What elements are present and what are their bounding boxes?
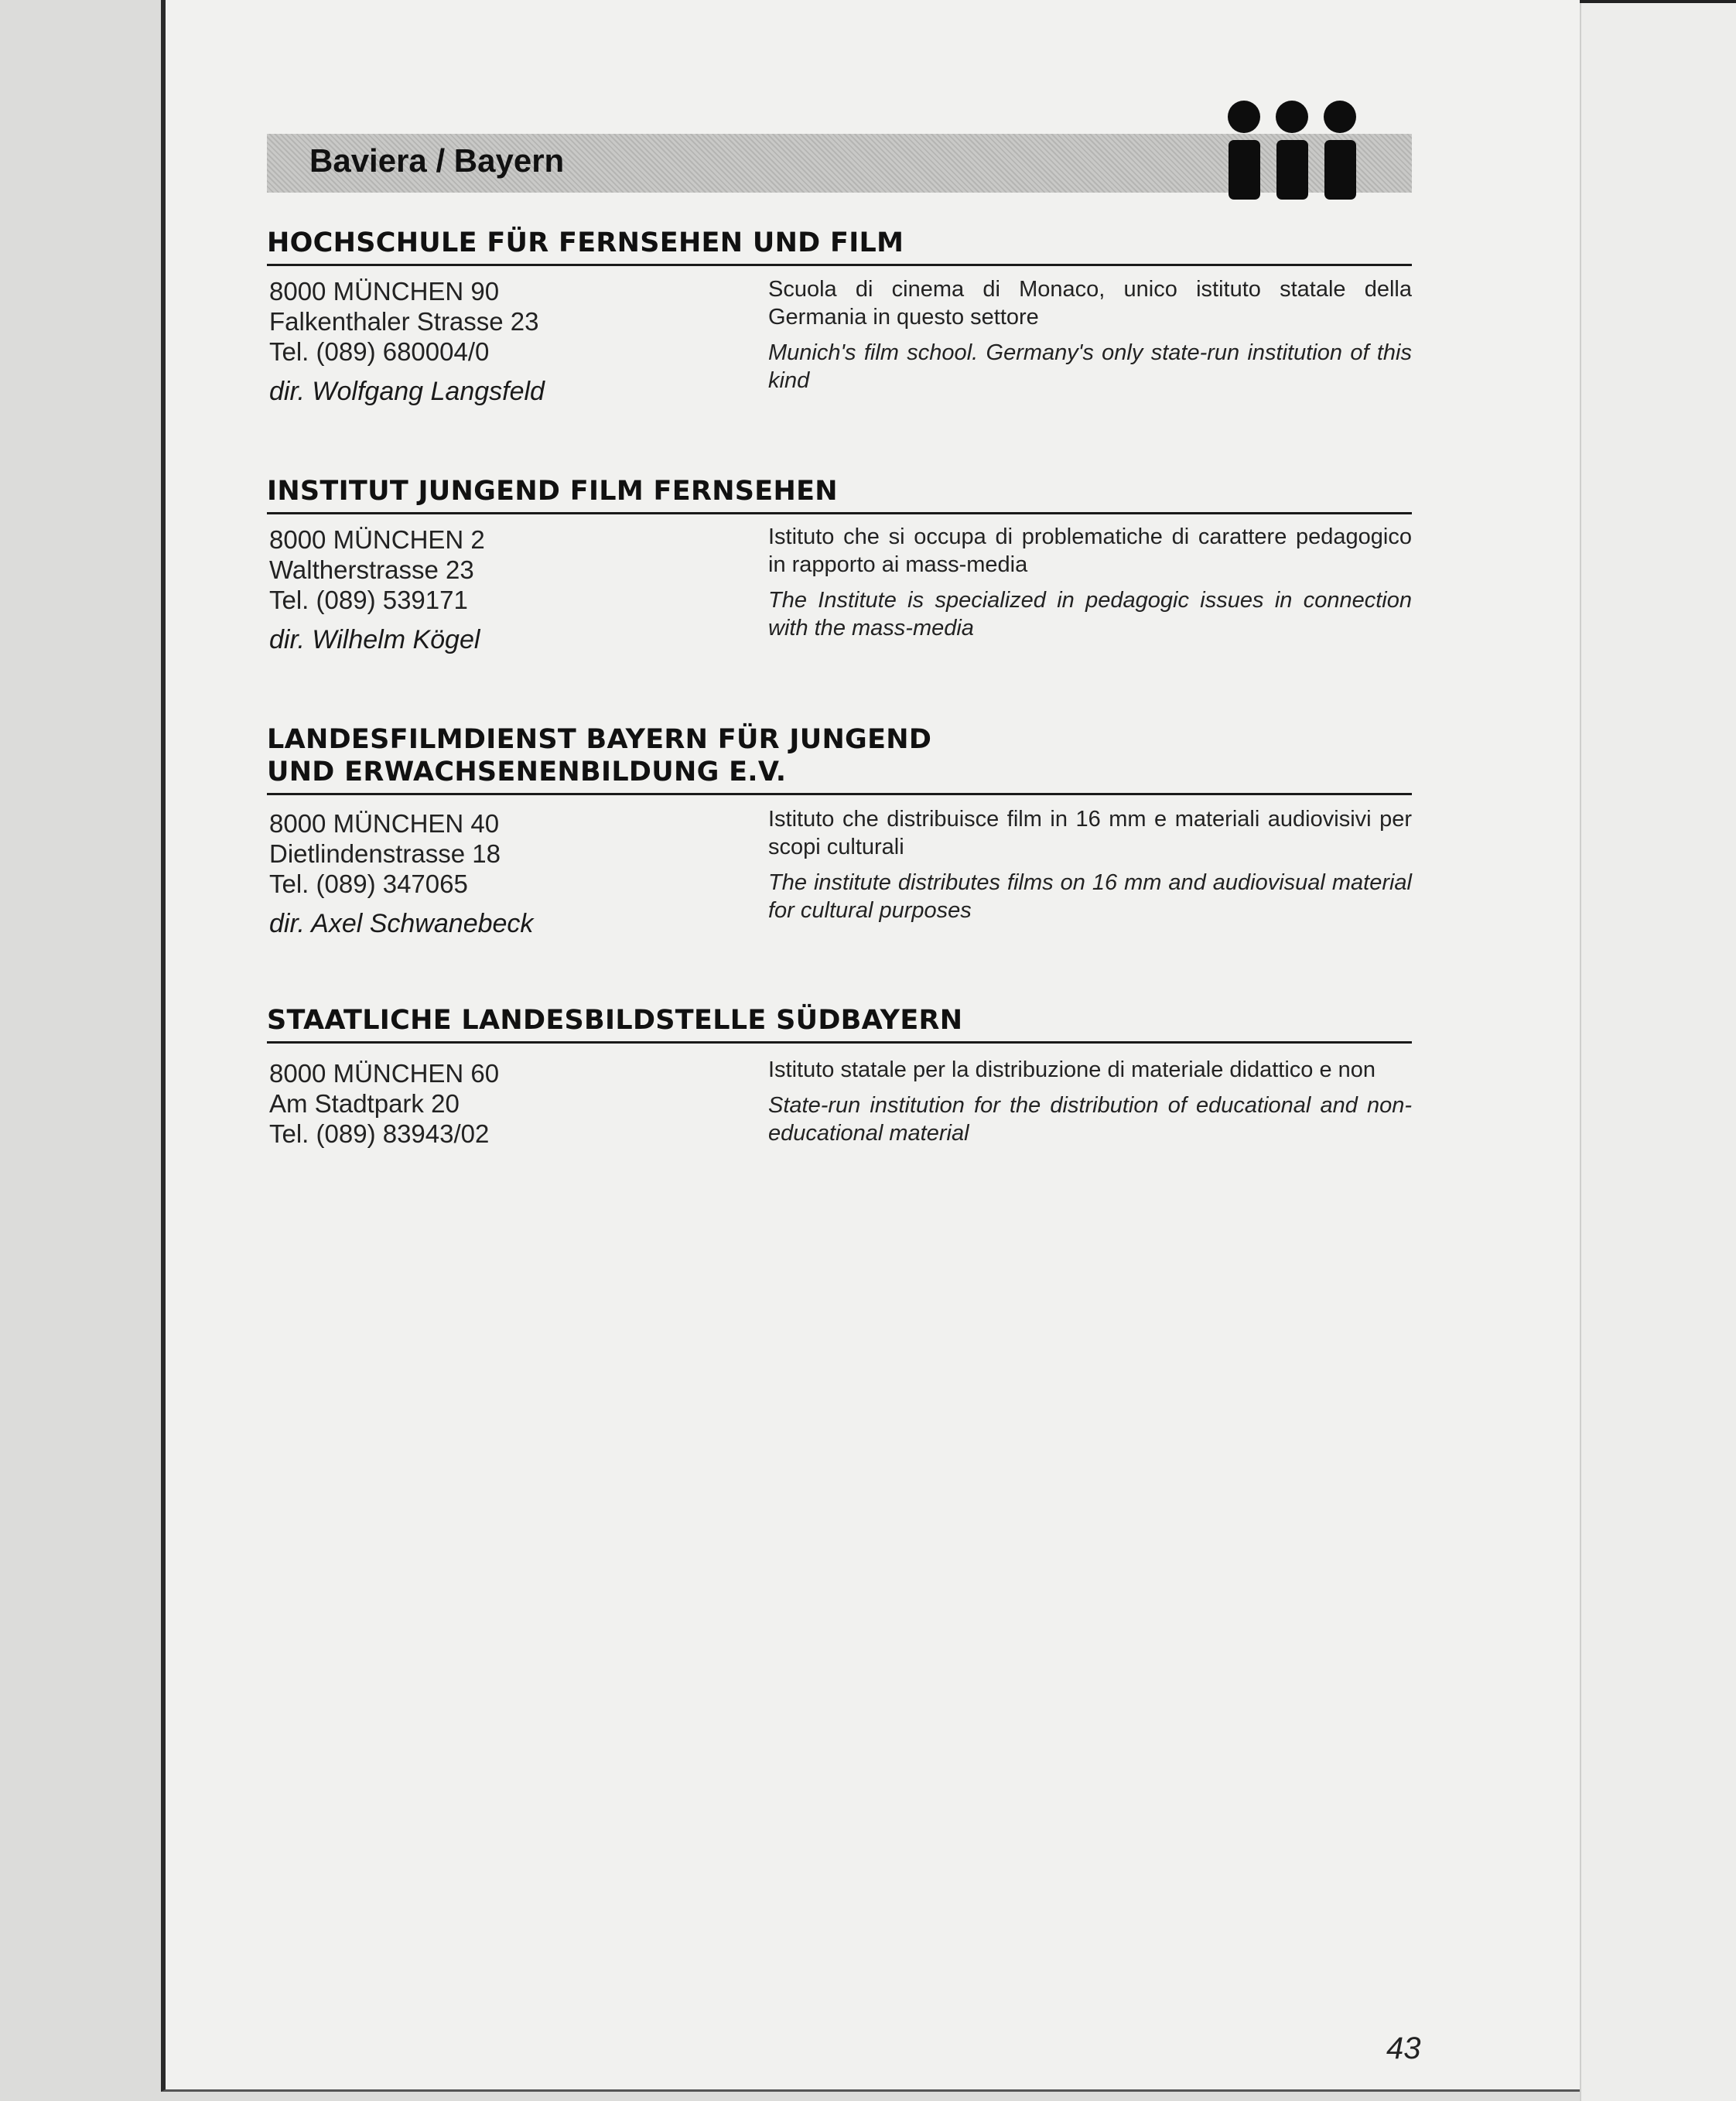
entry-hochschule <box>267 227 1412 406</box>
page-number: 43 <box>1386 2031 1421 2065</box>
address-street: Am Stadtpark 20 <box>269 1089 460 1118</box>
description-english: Munich's film school. Germany's only state-run institution of this kind <box>768 340 1412 393</box>
address-phone: Tel. (089) 680004/0 <box>269 337 490 366</box>
entry-director: dir. Wolfgang Langsfeld <box>269 377 545 406</box>
entry-landesfilmdienst <box>267 723 1412 938</box>
address-city: 8000 MÜNCHEN 60 <box>269 1059 500 1088</box>
description-italian: Istituto statale per la distribuzione di materiale didattico e non <box>768 1057 1376 1082</box>
entry-address-block <box>269 1058 702 1149</box>
description-italian: Istituto che si occupa di problematiche di carattere pedagogico in rapporto ai mass-media <box>768 524 1412 577</box>
entry-description <box>768 805 1412 924</box>
entry-title: STAATLICHE LANDESBILDSTELLE SÜDBAYERN <box>267 1005 963 1036</box>
entry-staatliche-landesbildstelle <box>267 1004 1412 1148</box>
address-phone: Tel. (089) 347065 <box>269 869 468 898</box>
entry-description <box>768 523 1412 642</box>
entry-title: HOCHSCHULE FÜR FERNSEHEN UND FILM <box>267 227 904 258</box>
entry-rule <box>267 264 1412 266</box>
address-street: Dietlindenstrasse 18 <box>269 839 501 868</box>
entry-title-line-2: UND ERWACHSENENBILDUNG E.V. <box>267 757 787 787</box>
entry-rule <box>267 512 1412 514</box>
entry-address-block <box>269 524 702 655</box>
entry-rule <box>267 1041 1412 1044</box>
entry-director: dir. Axel Schwanebeck <box>269 909 534 938</box>
description-italian: Scuola di cinema di Monaco, unico istituto statale della Germania in questo settore <box>768 277 1412 330</box>
page-right-margin <box>1580 0 1736 2101</box>
top-edge-rule <box>1580 0 1736 3</box>
entry-address-block <box>269 276 702 407</box>
entry-institut-jungend <box>267 475 1412 654</box>
description-english: State-run institution for the distribution of educational and non-educational material <box>768 1093 1412 1146</box>
address-street: Falkenthaler Strasse 23 <box>269 307 539 336</box>
entry-director: dir. Wilhelm Kögel <box>269 625 480 654</box>
description-english: The Institute is specialized in pedagogic issues in connection with the mass-media <box>768 588 1412 641</box>
entry-description <box>768 275 1412 395</box>
address-city: 8000 MÜNCHEN 2 <box>269 525 485 554</box>
entry-address-block <box>269 808 702 939</box>
address-city: 8000 MÜNCHEN 90 <box>269 277 500 306</box>
address-phone: Tel. (089) 83943/02 <box>269 1119 490 1148</box>
address-phone: Tel. (089) 539171 <box>269 586 468 614</box>
region-title: Baviera / Bayern <box>309 142 565 179</box>
entry-description <box>768 1056 1412 1147</box>
entry-rule <box>267 793 1412 795</box>
entry-title: INSTITUT JUNGEND FILM FERNSEHEN <box>267 476 838 507</box>
address-street: Waltherstrasse 23 <box>269 555 474 584</box>
description-italian: Istituto che distribuisce film in 16 mm e materiali audiovisivi per scopi culturali <box>768 807 1412 859</box>
address-city: 8000 MÜNCHEN 40 <box>269 809 500 838</box>
people-group-icon <box>1221 99 1364 200</box>
description-english: The institute distributes films on 16 mm and audiovisual material for cultural purposes <box>768 870 1412 923</box>
entry-title-line-1: LANDESFILMDIENST BAYERN FÜR JUNGEND <box>267 724 932 755</box>
